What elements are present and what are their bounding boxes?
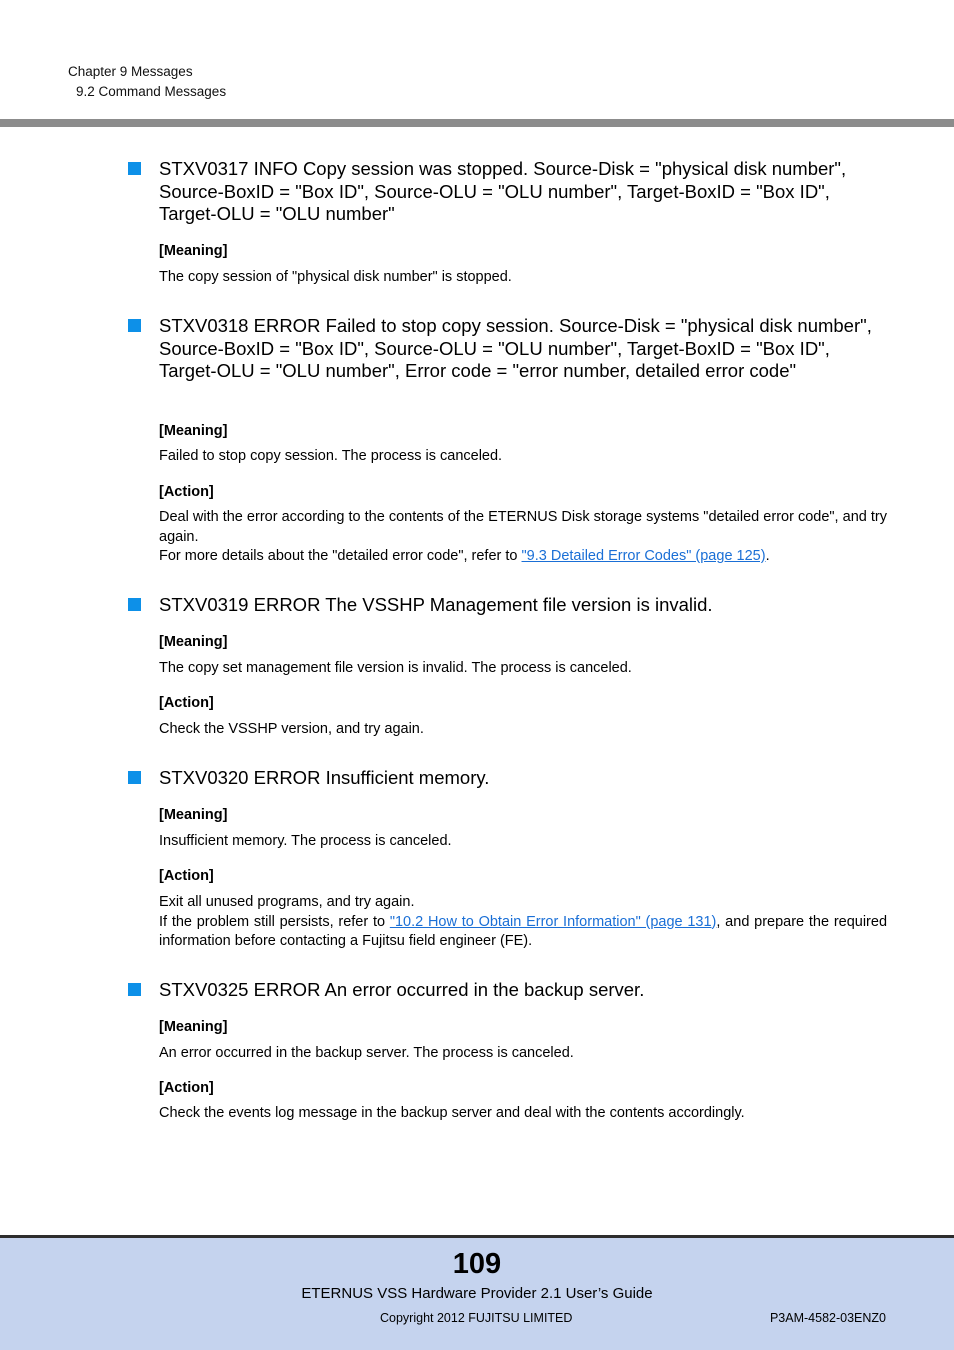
- chapter-label: Chapter 9 Messages: [68, 64, 193, 79]
- square-bullet-icon: [128, 598, 141, 611]
- document-id: P3AM-4582-03ENZ0: [769, 1311, 886, 1325]
- message-entry-stxv0325: [128, 979, 888, 1002]
- action-heading: [Action]: [159, 868, 214, 884]
- square-bullet-icon: [128, 771, 141, 784]
- section-label: 9.2 Command Messages: [76, 84, 227, 99]
- header-rule: [0, 119, 954, 127]
- square-bullet-icon: [128, 162, 141, 175]
- message-entry-stxv0318: [128, 315, 888, 383]
- message-title: STXV0318 ERROR Failed to stop copy session. Source-Disk = "physical disk number", Source-BoxID = "Box ID", Source-OLU = "OLU number", Target-BoxID = "Box ID", Target-OLU = "OLU number", Error code = "error number, detailed error code": [128, 315, 888, 383]
- action-text: Check the VSSHP version, and try again.: [159, 721, 424, 737]
- action-text: Deal with the error according to the contents of the ETERNUS Disk storage systems "detailed error code", and try again. For more details about the "detailed error code", refer to "9.3 Detailed Error Codes" (page 125).: [159, 509, 887, 564]
- action-text: Check the events log message in the backup server and deal with the contents accordingly.: [159, 1105, 745, 1121]
- meaning-text: The copy set management file version is invalid. The process is canceled.: [159, 660, 632, 676]
- meaning-text: An error occurred in the backup server. The process is canceled.: [159, 1045, 574, 1061]
- meaning-heading: [Meaning]: [159, 1019, 228, 1035]
- copyright-notice: Copyright 2012 FUJITSU LIMITED: [380, 1311, 573, 1325]
- message-entry-stxv0320: [128, 767, 888, 790]
- message-entry-stxv0319: [128, 594, 888, 617]
- square-bullet-icon: [128, 319, 141, 332]
- message-title: STXV0320 ERROR Insufficient memory.: [128, 767, 888, 790]
- meaning-heading: [Meaning]: [159, 423, 228, 439]
- message-title: STXV0325 ERROR An error occurred in the backup server.: [128, 979, 888, 1002]
- link-obtain-error-information[interactable]: "10.2 How to Obtain Error Information" (page 131): [389, 913, 717, 930]
- meaning-text: The copy session of "physical disk number" is stopped.: [159, 269, 512, 285]
- meaning-text: Insufficient memory. The process is canceled.: [159, 833, 452, 849]
- link-detailed-error-codes[interactable]: "9.3 Detailed Error Codes" (page 125): [521, 548, 766, 564]
- message-title: STXV0319 ERROR The VSSHP Management file version is invalid.: [128, 594, 888, 617]
- page-number: 109: [452, 1248, 502, 1280]
- square-bullet-icon: [128, 983, 141, 996]
- meaning-heading: [Meaning]: [159, 243, 228, 259]
- meaning-heading: [Meaning]: [159, 634, 228, 650]
- meaning-text: Failed to stop copy session. The process is canceled.: [159, 448, 503, 464]
- action-heading: [Action]: [159, 695, 214, 711]
- action-heading: [Action]: [159, 1080, 214, 1096]
- message-title: STXV0317 INFO Copy session was stopped. Source-Disk = "physical disk number", Source-BoxID = "Box ID", Source-OLU = "OLU number", Target-BoxID = "Box ID", Target-OLU = "OLU number": [128, 158, 888, 226]
- page-footer: [0, 1235, 954, 1350]
- meaning-heading: [Meaning]: [159, 807, 228, 823]
- action-text: Exit all unused programs, and try again. If the problem still persists, refer to "10.2 How to Obtain Error Information" (page 131), and prepare the required information before contacting a Fujitsu field engineer (FE).: [159, 894, 888, 949]
- action-heading: [Action]: [159, 484, 214, 500]
- message-entry-stxv0317: [128, 158, 888, 226]
- guide-title: ETERNUS VSS Hardware Provider 2.1 User’s Guide: [301, 1285, 653, 1302]
